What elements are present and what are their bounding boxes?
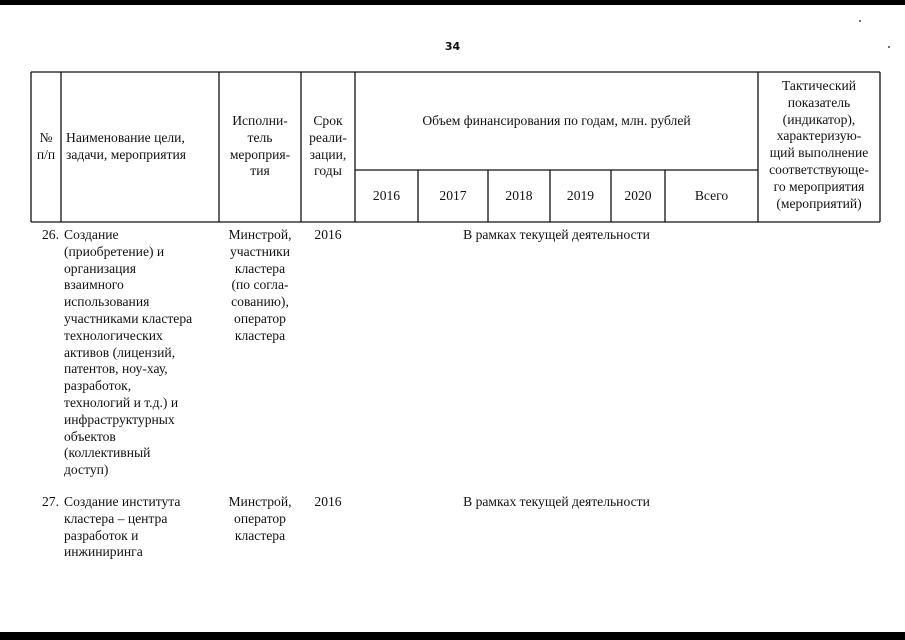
header-name: Наименование цели, задачи, мероприятия — [66, 130, 187, 162]
header-number: № п/п — [36, 130, 56, 162]
row-number: 27. — [42, 494, 59, 509]
header-term: Срок реали- зации, годы — [309, 113, 347, 179]
row-name: Создание (приобретение) и организация взаимного использования участниками кластера технологических активов (лицензий, патентов, ноу-хау, разработок, технологий и т.д.) и инфраструктурных объектов (коллективный доступ) — [64, 227, 193, 478]
page-number: 34 — [444, 40, 461, 53]
row-term: 2016 — [314, 227, 342, 242]
header-year: 2016 — [372, 187, 401, 203]
header-year: 2020 — [624, 187, 652, 203]
header-total: Всего — [694, 187, 729, 203]
row-funding: В рамках текущей деятельности — [463, 227, 650, 242]
row-funding: В рамках текущей деятельности — [463, 494, 650, 509]
header-indicator: Тактический показатель (индикатор), характеризую- щий выполнение соответствующе- го мероприятия (мероприятий) — [769, 78, 869, 211]
row-number: 26. — [42, 227, 59, 242]
header-year: 2017 — [439, 187, 467, 203]
row-term: 2016 — [314, 494, 342, 509]
header-funding: Объем финансирования по годам, млн. рублей — [422, 112, 691, 128]
row-executor: Минстрой, участники кластера (по согла- сованию), оператор кластера — [228, 227, 292, 343]
header-year: 2019 — [566, 187, 595, 203]
row-executor: Минстрой, оператор кластера — [228, 494, 292, 543]
header-executor: Исполни- тель мероприя- тия — [229, 113, 291, 179]
row-name: Создание института кластера – центра разработок и инжиниринга — [64, 494, 181, 560]
header-year: 2018 — [505, 187, 533, 203]
